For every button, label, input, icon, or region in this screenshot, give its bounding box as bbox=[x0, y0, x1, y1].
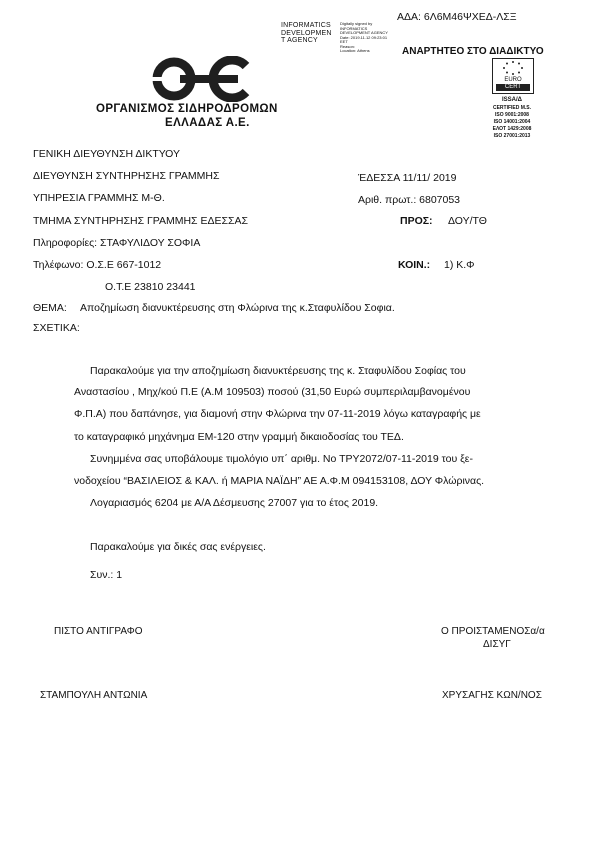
internet-post-label: ΑΝΑΡΤΗΤΕΟ ΣΤΟ ΔΙΑΔΙΚΤΥΟ bbox=[402, 46, 544, 57]
body-paragraph-3: Λογαριασμός 6204 με Α/Α Δέσμευσης 27007 για το έτος 2019. bbox=[90, 497, 379, 509]
recipient-label: ΠΡΟΣ: bbox=[400, 215, 433, 227]
subject-text: Αποζημίωση διανυκτέρευσης στη Φλώρινα της κ.Σταφυλίδου Σοφια. bbox=[80, 302, 395, 314]
certification-list: ISSA/Δ CERTIFIED M.S. ISO 9001:2008 ISO 14001:2004 ΕΛΟΤ 1429:2008 ISO 27001:2013 bbox=[492, 97, 532, 139]
sender-department: ΤΜΗΜΑ ΣΥΝΤΗΡΗΣΗΣ ΓΡΑΜΜΗΣ ΕΔΕΣΣΑΣ bbox=[33, 215, 248, 227]
ada-number: ΑΔΑ: 6Λ6Μ46ΨΧΕΔ-ΛΣΞ bbox=[397, 11, 517, 23]
eurocert-logo-top: EURO bbox=[504, 77, 522, 83]
ose-logo-icon bbox=[150, 56, 254, 102]
body-paragraph-2-line-2: νοδοχείου “ΒΑΣΙΛΕΙΟΣ & ΚΑΛ. ή ΜΑΡΙΑ ΝΑΪΔΗ” ΑΕ Α.Φ.Μ 094153108, ΔΟΥ Φλώρινας. bbox=[74, 475, 485, 487]
subject-label: ΘΕΜΑ: bbox=[33, 302, 67, 314]
stars-ring-icon bbox=[493, 59, 533, 77]
reference-label: ΣΧΕΤΙΚΑ: bbox=[33, 322, 80, 334]
organization-name-line1: ΟΡΓΑΝΙΣΜΟΣ ΣΙΔΗΡΟΔΡΟΜΩΝ bbox=[96, 103, 278, 115]
protocol-number: Αριθ. πρωτ.: 6807053 bbox=[358, 194, 461, 206]
place-date: ΈΔΕΣΣΑ 11/11/ 2019 bbox=[358, 172, 457, 184]
sender-general-directorate: ΓΕΝΙΚΗ ΔΙΕΥΘΥΝΣΗ ΔΙΚΤΥΟΥ bbox=[33, 148, 180, 160]
body-paragraph-1-line-4: το καταγραφικό μηχάνημα ΕΜ-120 στην γραμμή δικαιοδοσίας του ΤΕΔ. bbox=[74, 431, 404, 443]
eurocert-logo-bottom: CERT bbox=[496, 84, 530, 91]
body-paragraph-1-line-2: Αναστασίου , Μηχ/κού Π.Ε (Α.Μ 109503) ποσού (31,50 Ευρώ συμπεριλαμβανομένου bbox=[74, 386, 471, 398]
cc-label: ΚΟΙΝ.: bbox=[398, 259, 431, 271]
head-of-section-department: ΔΙΣΥΓ bbox=[483, 639, 511, 650]
recipient-value: ΔΟΥ/ΤΘ bbox=[448, 215, 487, 227]
cc-value: 1) Κ.Φ bbox=[444, 259, 475, 271]
body-paragraph-1-line-1: Παρακαλούμε για την αποζημίωση διανυκτέρευσης της κ. Σταφυλίδου Σοφίας του bbox=[90, 365, 466, 377]
attachments-count: Συν.: 1 bbox=[90, 569, 123, 581]
sender-service: ΥΠΗΡΕΣΙΑ ΓΡΑΜΜΗΣ Μ-Θ. bbox=[33, 192, 165, 204]
body-paragraph-2-line-1: Συνημμένα σας υποβάλουμε τιμολόγιο υπ΄ αριθμ. Νο ΤΡΥ2072/07-11-2019 του ξε- bbox=[90, 453, 473, 465]
signing-agency-name: INFORMATICS DEVELOPMEN T AGENCY bbox=[281, 22, 332, 44]
head-of-section-label: Ο ΠΡΟΙΣΤΑΜΕΝΟΣα/α bbox=[441, 626, 545, 637]
phone-ose: Τηλέφωνο: Ο.Σ.Ε 667-1012 bbox=[33, 259, 162, 271]
closing-line: Παρακαλούμε για δικές σας ενέργειες. bbox=[90, 541, 266, 553]
head-of-section-signer: ΧΡΥΣΑΓΗΣ ΚΩΝ/ΝΟΣ bbox=[442, 690, 542, 701]
info-contact: Πληροφορίες: ΣΤΑΦΥΛΙΔΟΥ ΣΟΦΙΑ bbox=[33, 237, 201, 249]
body-paragraph-1-line-3: Φ.Π.Α) που δαπάνησε, για διαμονή στην Φλώρινα την 07-11-2019 λόγω καταγραφής με bbox=[74, 408, 481, 420]
eurocert-logo bbox=[492, 58, 534, 94]
phone-ote: Ο.Τ.Ε 23810 23441 bbox=[105, 281, 196, 293]
organization-name-line2: ΕΛΛΑΔΑΣ Α.Ε. bbox=[165, 117, 250, 129]
true-copy-signer: ΣΤΑΜΠΟΥΛΗ ΑΝΤΩΝΙΑ bbox=[40, 690, 148, 701]
true-copy-label: ΠΙΣΤΟ ΑΝΤΙΓΡΑΦΟ bbox=[54, 626, 143, 637]
signing-agency-details: Digitally signed by INFORMATICS DEVELOPMENT AGENCY Date: 2019.11.12 09:23:01 EET Reason: Location: Athens bbox=[340, 21, 388, 53]
sender-directorate: ΔΙΕΥΘΥΝΣΗ ΣΥΝΤΗΡΗΣΗΣ ΓΡΑΜΜΗΣ bbox=[33, 170, 220, 182]
